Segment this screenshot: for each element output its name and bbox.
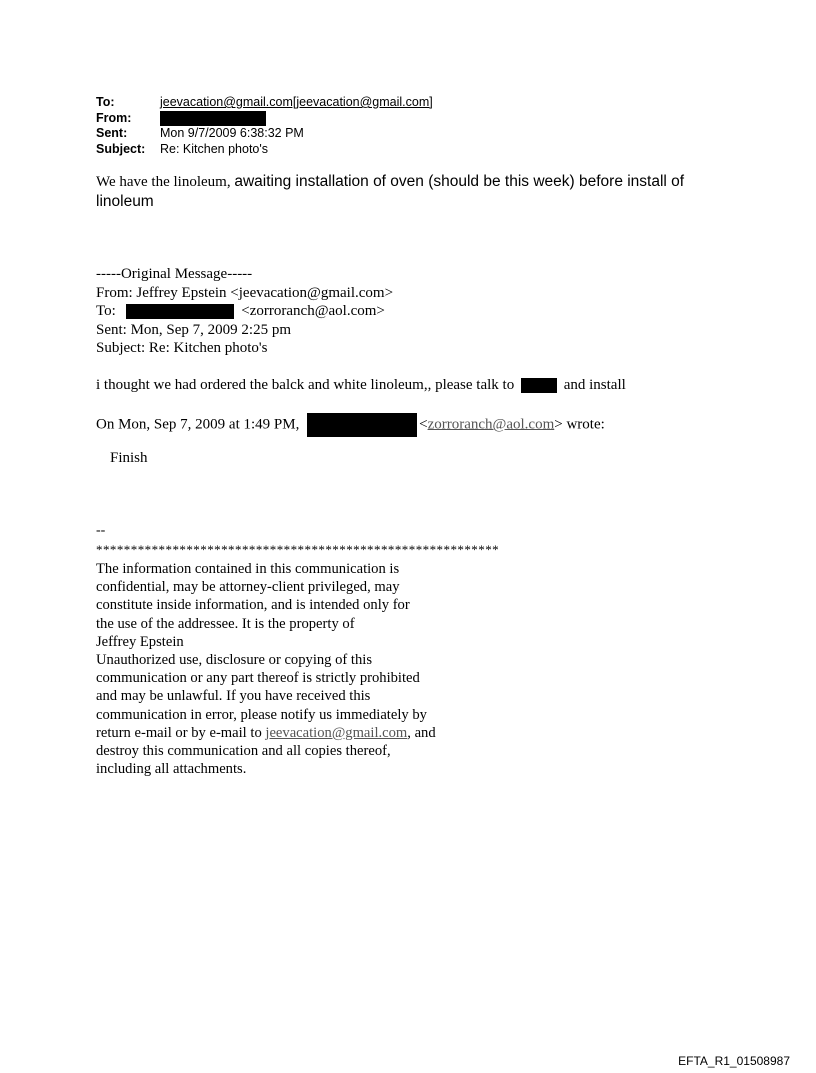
header-from-label: From: — [96, 110, 132, 125]
disclaimer-line: destroy this communication and all copies thereof, — [96, 743, 391, 760]
header-subject-value: Re: Kitchen photo's — [160, 141, 269, 156]
disclaimer-line: communication or any part thereof is strictly prohibited — [96, 670, 420, 687]
original-to-email: <zorroranch@aol.com> — [241, 303, 385, 319]
disclaimer-line: and may be unlawful. If you have received this — [96, 688, 371, 705]
document-id: EFTA_R1_01508987 — [678, 1054, 790, 1068]
header-subject-label: Subject: — [96, 141, 146, 156]
original-subject: Subject: Re: Kitchen photo's — [96, 340, 268, 356]
header-to-label: To: — [96, 95, 115, 109]
original-body — [96, 376, 626, 394]
disclaimer-line: the use of the addressee. It is the property of — [96, 615, 355, 632]
disclaimer-line: Unauthorized use, disclosure or copying of this — [96, 652, 373, 669]
redaction-box — [521, 378, 557, 393]
disclaimer-line: Jeffrey Epstein — [96, 633, 184, 650]
original-to-label: To: — [96, 303, 116, 319]
redaction-box — [307, 413, 417, 437]
original-to-row — [96, 302, 393, 321]
quoted-wrote: > wrote: — [554, 416, 605, 433]
disclaimer-line — [96, 724, 476, 742]
email-header — [96, 95, 433, 157]
disclaimer-line-post: , and — [407, 724, 436, 741]
disclaimer-line: communication in error, please notify us immediately by — [96, 706, 427, 723]
reply-part-2: awaiting installation of oven (should be this week) before install of linoleum — [96, 173, 685, 210]
original-body-part-2: and install — [563, 377, 626, 393]
reply-part-1: We have the linoleum, — [96, 174, 231, 190]
reply-body — [96, 172, 746, 212]
disclaimer-line-pre: return e-mail or by e-mail to — [96, 724, 266, 741]
header-from-row — [96, 111, 433, 127]
redaction-box — [126, 304, 234, 319]
quoted-body: Finish — [110, 450, 148, 466]
signature-separator: -- — [96, 523, 106, 538]
redaction-box — [160, 111, 266, 126]
disclaimer-line: confidential, may be attorney-client privileged, may — [96, 579, 400, 596]
header-sent-row — [96, 126, 433, 142]
disclaimer-line: including all attachments. — [96, 761, 247, 778]
header-to-value: jeevacation@gmail.com[jeevacation@gmail.com] — [160, 95, 433, 109]
original-message-divider: -----Original Message----- — [96, 266, 253, 282]
header-to-row — [96, 95, 433, 111]
header-subject-row — [96, 142, 433, 158]
disclaimer-line: constitute inside information, and is intended only for — [96, 597, 410, 614]
disclaimer-email-link[interactable]: jeevacation@gmail.com — [265, 724, 408, 741]
original-body-part-1: i thought we had ordered the balck and white linoleum,, please talk to — [96, 377, 515, 393]
confidentiality-disclaimer — [96, 560, 476, 778]
original-sent: Sent: Mon, Sep 7, 2009 2:25 pm — [96, 321, 292, 338]
original-message-header — [96, 265, 393, 358]
original-from: From: Jeffrey Epstein <jeevacation@gmail.com> — [96, 284, 394, 301]
quoted-intro-text: On Mon, Sep 7, 2009 at 1:49 PM, — [96, 416, 300, 433]
disclaimer-line: The information contained in this communication is — [96, 561, 400, 577]
header-sent-value: Mon 9/7/2009 6:38:32 PM — [160, 126, 304, 140]
quoted-intro — [96, 413, 605, 437]
header-sent-label: Sent: — [96, 126, 128, 140]
quoted-email-link[interactable]: zorroranch@aol.com — [427, 416, 555, 433]
signature-stars: ********************************************************** — [96, 542, 500, 557]
quoted-lt: < — [419, 416, 428, 433]
